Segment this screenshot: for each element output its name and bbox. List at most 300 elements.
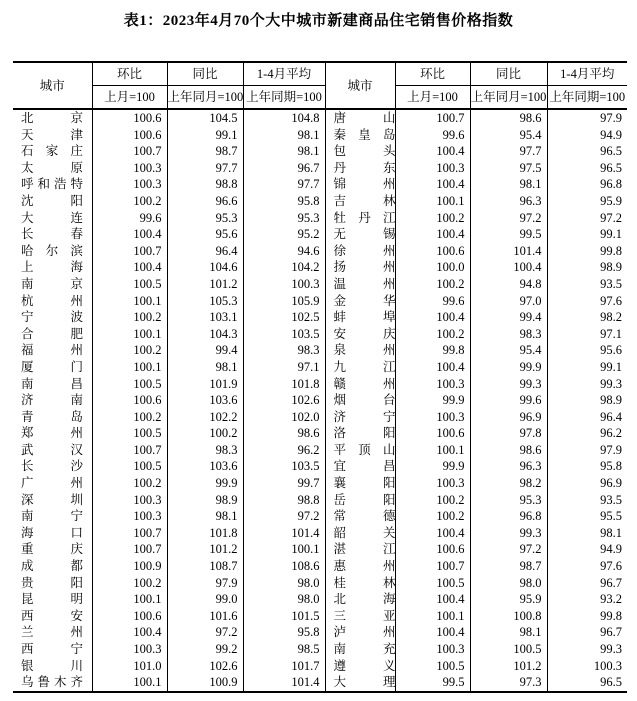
city-cell [325, 492, 395, 509]
value-cell: 98.1 [547, 525, 627, 542]
city-name: 桂林 [333, 575, 395, 590]
value-cell: 101.2 [167, 276, 243, 293]
value-cell: 104.5 [167, 109, 243, 127]
table-row [13, 658, 627, 675]
city-name: 安庆 [333, 326, 395, 341]
city-cell [325, 525, 395, 542]
value-cell: 100.6 [395, 243, 470, 260]
value-cell: 95.5 [547, 508, 627, 525]
value-cell: 96.7 [547, 575, 627, 592]
value-cell: 100.7 [92, 442, 167, 459]
value-cell: 98.1 [243, 127, 325, 144]
value-cell: 100.3 [92, 176, 167, 193]
table-row [13, 293, 627, 310]
value-cell: 98.9 [547, 259, 627, 276]
city-cell [13, 160, 92, 177]
col-subheader-mom-base-left: 上月=100 [92, 86, 167, 110]
value-cell: 100.9 [92, 558, 167, 575]
value-cell: 95.3 [243, 210, 325, 227]
value-cell: 100.3 [395, 160, 470, 177]
value-cell: 100.1 [92, 326, 167, 343]
value-cell: 97.3 [470, 674, 547, 692]
value-cell: 102.0 [243, 409, 325, 426]
value-cell: 101.4 [243, 674, 325, 692]
value-cell: 102.6 [167, 658, 243, 675]
city-name: 北海 [333, 592, 395, 607]
value-cell: 100.3 [547, 658, 627, 675]
value-cell: 100.4 [395, 226, 470, 243]
city-cell [325, 558, 395, 575]
value-cell: 98.9 [547, 392, 627, 409]
value-cell: 98.6 [243, 425, 325, 442]
value-cell: 96.2 [547, 425, 627, 442]
city-name: 宜昌 [333, 459, 395, 474]
city-name: 秦皇岛 [333, 127, 395, 142]
value-cell: 96.5 [547, 160, 627, 177]
city-cell [325, 508, 395, 525]
value-cell: 97.1 [243, 359, 325, 376]
city-cell [325, 392, 395, 409]
value-cell: 99.9 [395, 392, 470, 409]
value-cell: 99.7 [243, 475, 325, 492]
city-name: 西宁 [21, 642, 83, 656]
city-name: 深圳 [21, 492, 83, 507]
value-cell: 101.9 [167, 376, 243, 393]
city-name: 兰州 [21, 625, 83, 640]
value-cell: 98.1 [470, 624, 547, 641]
value-cell: 100.1 [92, 359, 167, 376]
city-name: 长沙 [21, 459, 83, 474]
value-cell: 100.6 [92, 109, 167, 127]
city-cell [325, 359, 395, 376]
value-cell: 100.2 [92, 575, 167, 592]
value-cell: 100.5 [92, 276, 167, 293]
value-cell: 103.5 [243, 326, 325, 343]
price-index-table [13, 61, 627, 693]
col-header-mom-right: 环比 [395, 62, 470, 86]
value-cell: 99.8 [395, 342, 470, 359]
table-row [13, 608, 627, 625]
table-row [13, 425, 627, 442]
value-cell: 101.7 [243, 658, 325, 675]
city-name: 太原 [21, 160, 83, 175]
city-name: 三亚 [333, 608, 395, 623]
city-cell [13, 259, 92, 276]
value-cell: 100.5 [92, 425, 167, 442]
value-cell: 97.7 [470, 143, 547, 160]
city-cell [325, 259, 395, 276]
value-cell: 98.0 [243, 575, 325, 592]
city-cell [13, 276, 92, 293]
table-row [13, 376, 627, 393]
table-row [13, 276, 627, 293]
city-cell [325, 442, 395, 459]
city-name: 惠州 [333, 559, 395, 574]
city-cell [13, 359, 92, 376]
value-cell: 100.2 [92, 475, 167, 492]
city-name: 包头 [333, 144, 395, 159]
city-cell [325, 591, 395, 608]
table-row [13, 591, 627, 608]
col-header-mom-left: 环比 [92, 62, 167, 86]
city-name: 湛江 [333, 542, 395, 557]
city-cell [13, 541, 92, 558]
city-cell [13, 558, 92, 575]
value-cell: 100.2 [395, 508, 470, 525]
city-cell [13, 109, 92, 127]
value-cell: 99.3 [470, 376, 547, 393]
city-cell [325, 160, 395, 177]
city-name: 海口 [21, 525, 83, 540]
value-cell: 100.5 [92, 376, 167, 393]
value-cell: 94.8 [470, 276, 547, 293]
value-cell: 98.6 [470, 109, 547, 127]
city-cell [325, 176, 395, 193]
value-cell: 100.2 [395, 492, 470, 509]
city-name: 宁波 [21, 310, 83, 325]
value-cell: 100.2 [395, 276, 470, 293]
value-cell: 100.7 [395, 109, 470, 127]
city-name: 石家庄 [21, 144, 83, 159]
value-cell: 96.5 [547, 143, 627, 160]
value-cell: 108.7 [167, 558, 243, 575]
city-cell [13, 309, 92, 326]
table-row [13, 243, 627, 260]
city-cell [13, 226, 92, 243]
value-cell: 96.6 [167, 193, 243, 210]
value-cell: 97.6 [547, 293, 627, 310]
value-cell: 98.1 [167, 359, 243, 376]
value-cell: 99.8 [547, 243, 627, 260]
value-cell: 97.7 [167, 160, 243, 177]
city-cell [13, 508, 92, 525]
value-cell: 97.0 [470, 293, 547, 310]
city-name: 扬州 [333, 260, 395, 275]
value-cell: 100.7 [92, 143, 167, 160]
value-cell: 100.3 [92, 641, 167, 658]
table-row [13, 674, 627, 692]
city-name: 吉林 [333, 193, 395, 208]
city-name: 南京 [21, 276, 83, 291]
col-subheader-yoy-base-left: 上年同月=100 [167, 86, 243, 110]
city-cell [13, 475, 92, 492]
value-cell: 99.2 [167, 641, 243, 658]
value-cell: 98.1 [167, 508, 243, 525]
value-cell: 97.2 [470, 210, 547, 227]
value-cell: 99.6 [470, 392, 547, 409]
value-cell: 98.0 [470, 575, 547, 592]
table-row [13, 624, 627, 641]
city-name: 牡丹江 [333, 210, 395, 225]
value-cell: 99.9 [167, 475, 243, 492]
value-cell: 100.5 [395, 658, 470, 675]
city-cell [13, 442, 92, 459]
value-cell: 100.0 [395, 259, 470, 276]
header-row-1 [13, 62, 627, 86]
value-cell: 93.5 [547, 492, 627, 509]
city-name: 赣州 [333, 376, 395, 391]
table-row [13, 442, 627, 459]
city-cell [325, 376, 395, 393]
city-cell [325, 641, 395, 658]
city-name: 洛阳 [333, 426, 395, 441]
value-cell: 98.5 [243, 641, 325, 658]
table-row [13, 641, 627, 658]
value-cell: 100.2 [92, 342, 167, 359]
table-header [13, 62, 627, 109]
city-cell [13, 525, 92, 542]
city-name: 徐州 [333, 243, 395, 258]
value-cell: 97.2 [243, 508, 325, 525]
col-header-yoy-left: 同比 [167, 62, 243, 86]
value-cell: 99.4 [470, 309, 547, 326]
city-name: 上海 [21, 260, 83, 275]
table-row [13, 342, 627, 359]
table-row [13, 525, 627, 542]
value-cell: 100.7 [92, 243, 167, 260]
value-cell: 95.3 [470, 492, 547, 509]
city-cell [13, 326, 92, 343]
city-cell [13, 143, 92, 160]
city-name: 唐山 [333, 111, 395, 125]
value-cell: 94.6 [243, 243, 325, 260]
value-cell: 101.0 [92, 658, 167, 675]
value-cell: 100.2 [92, 409, 167, 426]
city-cell [13, 210, 92, 227]
city-name: 平顶山 [333, 442, 395, 457]
city-name: 青岛 [21, 409, 83, 424]
city-cell [325, 409, 395, 426]
value-cell: 100.3 [395, 376, 470, 393]
city-name: 银川 [21, 658, 83, 673]
col-subheader-avg-base-left: 上年同期=100 [243, 86, 325, 110]
city-cell [13, 293, 92, 310]
value-cell: 96.4 [167, 243, 243, 260]
value-cell: 100.2 [92, 193, 167, 210]
value-cell: 96.7 [547, 624, 627, 641]
value-cell: 98.3 [243, 342, 325, 359]
value-cell: 105.3 [167, 293, 243, 310]
table-row [13, 392, 627, 409]
value-cell: 95.9 [470, 591, 547, 608]
value-cell: 99.6 [395, 127, 470, 144]
city-cell [325, 243, 395, 260]
table-row [13, 259, 627, 276]
city-name: 金华 [333, 293, 395, 308]
city-cell [13, 658, 92, 675]
table-row [13, 176, 627, 193]
table-body [13, 109, 627, 692]
city-name: 长春 [21, 227, 83, 242]
value-cell: 96.9 [470, 409, 547, 426]
value-cell: 100.3 [395, 409, 470, 426]
value-cell: 100.1 [395, 608, 470, 625]
value-cell: 100.2 [167, 425, 243, 442]
value-cell: 99.5 [395, 674, 470, 692]
value-cell: 97.5 [470, 160, 547, 177]
table-row [13, 210, 627, 227]
value-cell: 100.4 [92, 624, 167, 641]
city-cell [325, 458, 395, 475]
value-cell: 96.3 [470, 193, 547, 210]
value-cell: 100.5 [470, 641, 547, 658]
value-cell: 101.4 [243, 525, 325, 542]
city-name: 遵义 [333, 658, 395, 673]
value-cell: 100.4 [92, 259, 167, 276]
city-name: 襄阳 [333, 476, 395, 491]
city-name: 广州 [21, 476, 83, 491]
table-row [13, 309, 627, 326]
value-cell: 99.1 [547, 359, 627, 376]
value-cell: 100.6 [92, 608, 167, 625]
value-cell: 96.5 [547, 674, 627, 692]
value-cell: 98.9 [167, 492, 243, 509]
table-row [13, 326, 627, 343]
value-cell: 103.6 [167, 392, 243, 409]
table-row [13, 575, 627, 592]
value-cell: 100.6 [395, 425, 470, 442]
city-cell [13, 176, 92, 193]
value-cell: 100.1 [395, 442, 470, 459]
table-row [13, 127, 627, 144]
value-cell: 99.3 [547, 641, 627, 658]
value-cell: 100.6 [395, 541, 470, 558]
value-cell: 100.4 [395, 359, 470, 376]
city-name: 泸州 [333, 625, 395, 640]
city-name: 昆明 [21, 592, 83, 607]
value-cell: 101.2 [167, 541, 243, 558]
table-row [13, 409, 627, 426]
value-cell: 96.2 [243, 442, 325, 459]
city-cell [13, 492, 92, 509]
value-cell: 95.4 [470, 127, 547, 144]
value-cell: 99.9 [395, 458, 470, 475]
value-cell: 100.3 [92, 508, 167, 525]
value-cell: 97.2 [470, 541, 547, 558]
value-cell: 95.2 [243, 226, 325, 243]
value-cell: 97.2 [167, 624, 243, 641]
table-row [13, 492, 627, 509]
city-cell [325, 109, 395, 127]
table-row [13, 475, 627, 492]
city-cell [325, 276, 395, 293]
value-cell: 104.8 [243, 109, 325, 127]
city-cell [325, 143, 395, 160]
value-cell: 100.1 [92, 674, 167, 692]
city-cell [13, 624, 92, 641]
city-name: 厦门 [21, 359, 83, 374]
city-cell [325, 293, 395, 310]
value-cell: 98.7 [167, 143, 243, 160]
city-cell [13, 193, 92, 210]
table-row [13, 558, 627, 575]
col-header-yoy-right: 同比 [470, 62, 547, 86]
value-cell: 98.8 [167, 176, 243, 193]
value-cell: 100.7 [92, 541, 167, 558]
value-cell: 101.2 [470, 658, 547, 675]
city-name: 成都 [21, 559, 83, 574]
value-cell: 95.6 [167, 226, 243, 243]
city-cell [325, 475, 395, 492]
city-name: 济宁 [333, 409, 395, 424]
value-cell: 95.4 [470, 342, 547, 359]
city-cell [325, 658, 395, 675]
value-cell: 101.8 [243, 376, 325, 393]
value-cell: 98.3 [470, 326, 547, 343]
city-cell [13, 342, 92, 359]
table-row [13, 193, 627, 210]
col-header-avg-left: 1-4月平均 [243, 62, 325, 86]
table-row [13, 226, 627, 243]
value-cell: 100.4 [470, 259, 547, 276]
table-row [13, 143, 627, 160]
city-name: 丹东 [333, 160, 395, 175]
city-name: 九江 [333, 359, 395, 374]
value-cell: 97.8 [470, 425, 547, 442]
value-cell: 97.9 [547, 109, 627, 127]
value-cell: 102.6 [243, 392, 325, 409]
city-name: 合肥 [21, 326, 83, 341]
value-cell: 102.2 [167, 409, 243, 426]
value-cell: 96.4 [547, 409, 627, 426]
value-cell: 100.2 [395, 326, 470, 343]
city-name: 重庆 [21, 542, 83, 557]
city-name: 郑州 [21, 426, 83, 441]
value-cell: 108.6 [243, 558, 325, 575]
value-cell: 98.1 [243, 143, 325, 160]
value-cell: 101.8 [167, 525, 243, 542]
city-name: 沈阳 [21, 193, 83, 208]
col-header-city-left: 城市 [39, 78, 65, 93]
value-cell: 94.9 [547, 127, 627, 144]
value-cell: 96.8 [470, 508, 547, 525]
city-name: 西安 [21, 608, 83, 623]
value-cell: 100.1 [92, 293, 167, 310]
value-cell: 95.8 [243, 193, 325, 210]
value-cell: 101.5 [243, 608, 325, 625]
value-cell: 104.6 [167, 259, 243, 276]
value-cell: 100.5 [395, 575, 470, 592]
value-cell: 95.9 [547, 193, 627, 210]
value-cell: 96.3 [470, 458, 547, 475]
value-cell: 99.8 [547, 608, 627, 625]
value-cell: 100.5 [92, 458, 167, 475]
value-cell: 100.2 [92, 309, 167, 326]
value-cell: 105.9 [243, 293, 325, 310]
value-cell: 100.4 [395, 143, 470, 160]
value-cell: 100.4 [395, 624, 470, 641]
value-cell: 99.6 [92, 210, 167, 227]
city-cell [13, 392, 92, 409]
value-cell: 100.4 [395, 591, 470, 608]
city-name: 蚌埠 [333, 310, 395, 325]
value-cell: 103.5 [243, 458, 325, 475]
col-subheader-yoy-base-right: 上年同月=100 [470, 86, 547, 110]
table-row [13, 541, 627, 558]
value-cell: 104.3 [167, 326, 243, 343]
city-cell [325, 210, 395, 227]
city-name: 呼和浩特 [21, 177, 83, 192]
value-cell: 99.5 [470, 226, 547, 243]
city-cell [325, 608, 395, 625]
value-cell: 104.2 [243, 259, 325, 276]
value-cell: 100.3 [395, 475, 470, 492]
value-cell: 97.7 [243, 176, 325, 193]
city-name: 烟台 [333, 393, 395, 408]
city-cell [325, 425, 395, 442]
value-cell: 101.6 [167, 608, 243, 625]
value-cell: 100.6 [92, 392, 167, 409]
